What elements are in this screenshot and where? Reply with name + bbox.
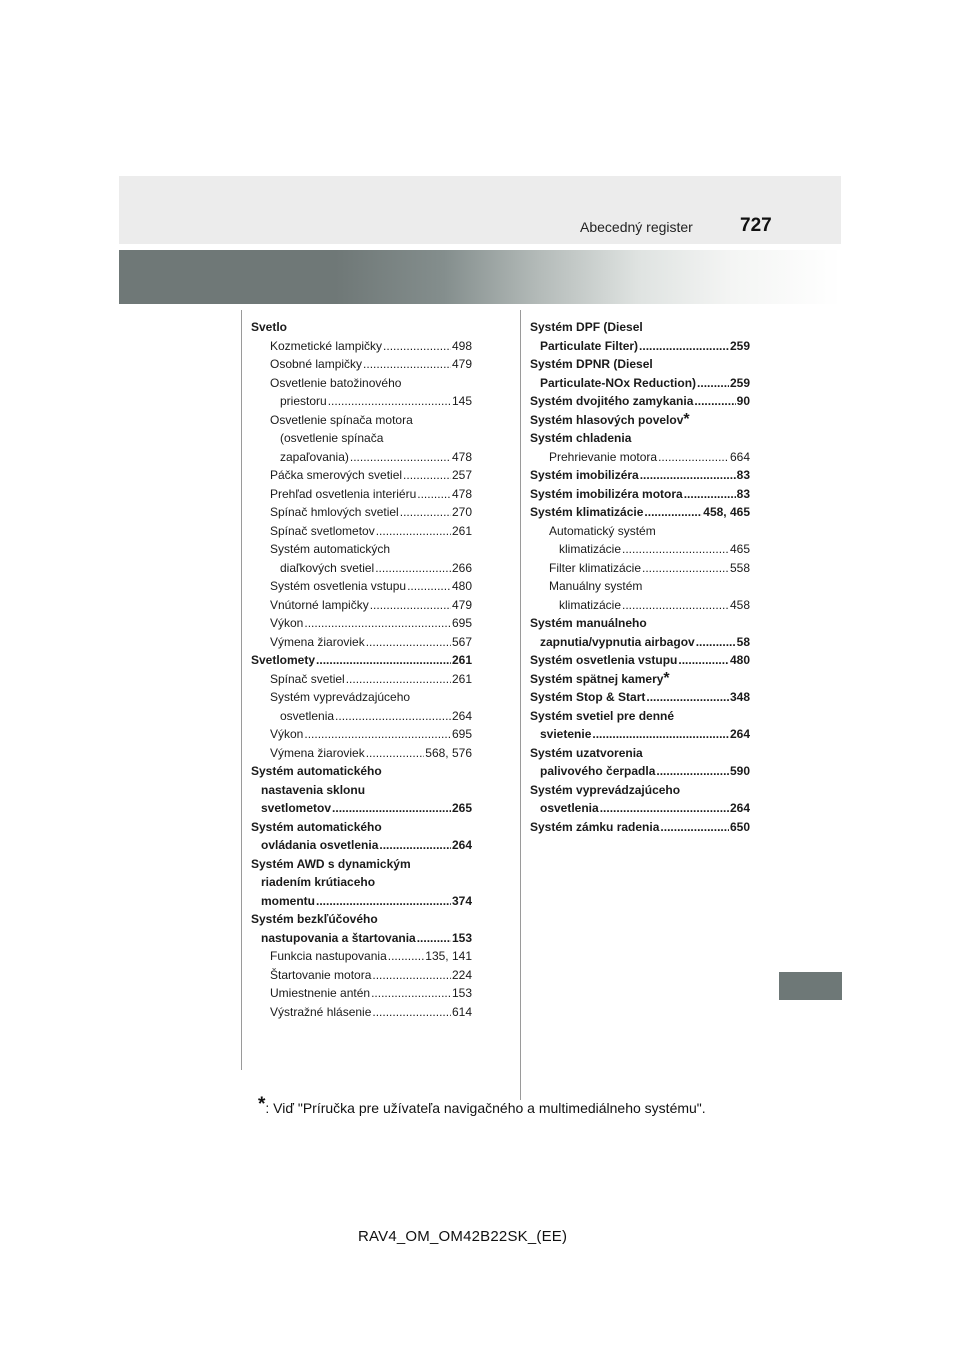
index-entry bbox=[251, 725, 472, 744]
dot-leader bbox=[678, 651, 729, 670]
index-entry-page: 261 bbox=[451, 523, 472, 538]
index-entry-page: 479 bbox=[451, 597, 472, 612]
dot-leader bbox=[304, 614, 451, 633]
dot-leader bbox=[407, 577, 451, 596]
index-entry bbox=[251, 744, 472, 763]
dot-leader bbox=[658, 448, 729, 467]
index-entry bbox=[530, 762, 750, 781]
index-entry: Systém hlasových povelov * bbox=[530, 410, 690, 428]
index-entry bbox=[251, 466, 472, 485]
index-entry-term: Prehrievanie motora bbox=[549, 449, 658, 464]
index-entry-page: 374 bbox=[451, 893, 472, 908]
index-entry-page: 270 bbox=[451, 505, 472, 519]
index-entry-term: Particulate Filter) bbox=[540, 338, 639, 353]
index-entry-term: Systém automatického bbox=[251, 819, 382, 834]
dot-leader bbox=[350, 448, 451, 467]
index-entry bbox=[251, 892, 472, 911]
index-entry-page: 266 bbox=[451, 560, 472, 575]
index-entry bbox=[251, 707, 472, 726]
index-entry bbox=[530, 337, 750, 356]
index-entry-term: svetlometov bbox=[261, 801, 332, 815]
dot-leader bbox=[646, 688, 729, 707]
index-entry-term: Funkcia nastupovania bbox=[270, 949, 387, 963]
index-entry bbox=[530, 799, 750, 818]
index-entry-term: Umiestnenie antén bbox=[270, 986, 371, 1000]
index-entry-term: Systém chladenia bbox=[530, 431, 632, 445]
index-entry-page: 261 bbox=[451, 653, 472, 667]
index-entry-page: 264 bbox=[729, 727, 750, 741]
index-entry bbox=[530, 744, 750, 763]
dot-leader bbox=[388, 947, 425, 966]
dot-leader bbox=[316, 651, 451, 670]
index-entry-term: svietenie bbox=[540, 727, 592, 741]
page-number: 727 bbox=[740, 215, 772, 236]
index-entry bbox=[251, 670, 472, 689]
dot-leader bbox=[332, 799, 451, 818]
index-entry bbox=[530, 651, 750, 670]
dot-leader bbox=[379, 836, 451, 855]
index-entry-term: Osobné lampičky bbox=[270, 357, 363, 371]
index-entry-term: Systém DPF (Diesel bbox=[530, 320, 643, 334]
dot-leader bbox=[370, 596, 451, 615]
index-entry-page: 90 bbox=[736, 394, 750, 408]
index-entry bbox=[251, 411, 472, 430]
dot-leader bbox=[328, 392, 451, 411]
index-entry-term: priestoru bbox=[280, 394, 327, 408]
index-entry-term: momentu bbox=[261, 893, 315, 908]
section-thumb-tab bbox=[779, 972, 842, 1000]
index-entry-term: ovládania osvetlenia bbox=[261, 838, 379, 852]
index-entry-page: 83 bbox=[736, 468, 750, 482]
index-entry-term: Systém AWD s dynamickým bbox=[251, 856, 411, 871]
index-entry bbox=[530, 688, 750, 707]
dot-leader bbox=[366, 633, 451, 652]
index-entry-page: 458 bbox=[729, 597, 750, 612]
index-entry-page: 568, 576 bbox=[425, 745, 472, 760]
index-entry bbox=[530, 448, 750, 467]
index-entry-page: 479 bbox=[451, 357, 472, 371]
index-entry-page: 498 bbox=[451, 338, 472, 353]
dot-leader bbox=[316, 892, 451, 911]
index-entry-term: Systém vyprevádzajúceho bbox=[270, 690, 411, 704]
dot-leader bbox=[600, 799, 729, 818]
index-entry-term: Svetlomety bbox=[251, 653, 316, 667]
index-entry-term: Spínač svetlometov bbox=[270, 523, 375, 538]
index-entry-term: Výkon bbox=[270, 616, 304, 630]
dot-leader bbox=[417, 929, 451, 948]
index-entry-term: diaľkových svetiel bbox=[280, 560, 375, 575]
index-entry bbox=[530, 577, 750, 596]
dot-leader bbox=[694, 392, 735, 411]
index-entry-term: Systém klimatizácie bbox=[530, 505, 644, 519]
header-gradient-bar bbox=[119, 250, 841, 304]
index-entry-term: (osvetlenie spínača bbox=[280, 431, 384, 445]
index-entry-term: Systém osvetlenia vstupu bbox=[530, 653, 678, 667]
index-entry-page: 224 bbox=[451, 967, 472, 982]
index-entry bbox=[251, 614, 472, 633]
index-entry bbox=[251, 503, 472, 522]
index-entry bbox=[530, 374, 750, 393]
index-entry-term: Svetlo bbox=[251, 320, 288, 334]
index-entry-page: 135, 141 bbox=[425, 949, 472, 963]
index-entry bbox=[251, 799, 472, 818]
index-entry bbox=[251, 947, 472, 966]
index-entry-term: Systém imobilizéra motora bbox=[530, 486, 683, 501]
index-entry bbox=[251, 818, 472, 837]
index-entry bbox=[251, 836, 472, 855]
index-entry-term: Systém uzatvorenia bbox=[530, 745, 643, 760]
index-entry-term: Systém spätnej kamery bbox=[530, 671, 664, 686]
index-entry bbox=[530, 503, 750, 522]
index-entry-term: riadením krútiaceho bbox=[261, 875, 376, 889]
index-entry bbox=[251, 929, 472, 948]
index-entry-term: Prehľad osvetlenia interiéru bbox=[270, 486, 417, 501]
dot-leader bbox=[304, 725, 451, 744]
index-entry bbox=[251, 762, 472, 781]
dot-leader bbox=[372, 1003, 451, 1022]
index-entry-term: Systém Stop & Start bbox=[530, 690, 646, 704]
index-entry bbox=[530, 429, 750, 448]
index-entry-term: Osvetlenie spínača motora bbox=[270, 412, 413, 427]
index-entry-term: nastupovania a štartovania bbox=[261, 930, 416, 945]
dot-leader bbox=[403, 466, 451, 485]
index-entry bbox=[251, 633, 472, 652]
footnote-mark: * bbox=[258, 1094, 266, 1115]
index-entry-term: klimatizácie bbox=[559, 597, 622, 612]
dot-leader bbox=[622, 540, 729, 559]
index-entry-term: Systém osvetlenia vstupu bbox=[270, 579, 407, 593]
index-entry bbox=[251, 781, 472, 800]
index-entry bbox=[251, 688, 472, 707]
index-entry-page: 465 bbox=[729, 542, 750, 556]
footnote-text: : Viď "Príručka pre užívateľa navigačného a multimediálneho systému". bbox=[265, 1100, 706, 1116]
index-entry-term: Systém automatických bbox=[270, 542, 391, 556]
dot-leader bbox=[644, 503, 702, 522]
index-entry-page: 257 bbox=[451, 468, 472, 482]
index-entry bbox=[251, 337, 472, 356]
index-entry-term: Výstražné hlásenie bbox=[270, 1004, 372, 1019]
index-entry-page: 264 bbox=[451, 708, 472, 723]
dot-leader bbox=[656, 762, 729, 781]
index-entry bbox=[251, 448, 472, 467]
index-entry bbox=[251, 355, 472, 374]
dot-leader bbox=[696, 633, 736, 652]
index-entry-term: osvetlenia bbox=[280, 708, 335, 723]
index-entry-page: 58 bbox=[736, 634, 750, 649]
index-entry-page: 480 bbox=[729, 653, 750, 667]
dot-leader bbox=[417, 485, 451, 504]
dot-leader bbox=[372, 966, 451, 985]
index-entry-term: Systém DPNR (Diesel bbox=[530, 357, 653, 371]
index-entry-term: Osvetlenie batožinového bbox=[270, 375, 402, 390]
index-entry-term: Automatický systém bbox=[549, 523, 656, 538]
index-entry-term: Systém hlasových povelov bbox=[530, 412, 684, 427]
index-entry-page: 259 bbox=[729, 375, 750, 390]
index-column-right bbox=[530, 318, 750, 836]
index-entry-page: 264 bbox=[729, 801, 750, 815]
index-entry bbox=[251, 540, 472, 559]
index-entry-term: Páčka smerových svetiel bbox=[270, 468, 403, 482]
index-entry bbox=[251, 429, 472, 448]
index-entry bbox=[530, 392, 750, 411]
index-entry-term: Výkon bbox=[270, 727, 304, 741]
index-entry-page: 259 bbox=[729, 338, 750, 353]
index-entry-term: Systém dvojitého zamykania bbox=[530, 394, 694, 408]
dot-leader bbox=[642, 559, 729, 578]
index-entry bbox=[530, 818, 750, 837]
index-entry-page: 153 bbox=[451, 930, 472, 945]
index-entry bbox=[251, 1003, 472, 1022]
index-entry-page: 695 bbox=[451, 616, 472, 630]
dot-leader bbox=[684, 485, 736, 504]
index-entry: Systém spätnej kamery * bbox=[530, 669, 670, 687]
index-entry-page: 664 bbox=[729, 449, 750, 464]
dot-leader bbox=[375, 559, 451, 578]
index-entry-page: 650 bbox=[729, 819, 750, 834]
index-entry bbox=[251, 855, 472, 874]
index-entry bbox=[530, 540, 750, 559]
dot-leader bbox=[366, 744, 425, 763]
index-entry bbox=[530, 633, 750, 652]
index-entry-term: Systém bezkľúčového bbox=[251, 912, 378, 926]
index-entry-page: 83 bbox=[736, 486, 750, 501]
index-entry-term: Particulate-NOx Reduction) bbox=[540, 375, 697, 390]
index-entry-page: 348 bbox=[729, 690, 750, 704]
index-entry bbox=[251, 596, 472, 615]
dot-leader bbox=[697, 374, 729, 393]
index-entry-term: Spínač svetiel bbox=[270, 671, 345, 686]
index-entry bbox=[251, 392, 472, 411]
index-entry bbox=[530, 318, 750, 337]
dot-leader bbox=[660, 818, 729, 837]
dot-leader bbox=[335, 707, 451, 726]
index-entry-term: Filter klimatizácie bbox=[549, 560, 642, 575]
index-entry bbox=[530, 466, 750, 485]
dot-leader bbox=[383, 337, 451, 356]
index-entry-term: Výmena žiaroviek bbox=[270, 634, 365, 649]
index-entry-term: Spínač hmlových svetiel bbox=[270, 505, 399, 519]
footnote bbox=[258, 1094, 706, 1116]
index-entry-term: Systém zámku radenia bbox=[530, 819, 660, 834]
index-entry bbox=[530, 781, 750, 800]
dot-leader bbox=[376, 522, 451, 541]
index-entry bbox=[530, 485, 750, 504]
dot-leader bbox=[346, 670, 451, 689]
index-entry-page: 480 bbox=[451, 579, 472, 593]
index-entry-page: 695 bbox=[451, 727, 472, 741]
index-entry bbox=[251, 318, 472, 337]
index-entry bbox=[251, 910, 472, 929]
index-entry bbox=[251, 485, 472, 504]
index-entry bbox=[251, 559, 472, 578]
index-entry-term: Kozmetické lampičky bbox=[270, 338, 383, 353]
index-entry-term: palivového čerpadla bbox=[540, 764, 656, 778]
document-code: RAV4_OM_OM42B22SK_(EE) bbox=[358, 1228, 568, 1245]
index-entry-page: 265 bbox=[451, 801, 472, 815]
dot-leader bbox=[592, 725, 729, 744]
section-title: Abecedný register bbox=[580, 219, 693, 235]
dot-leader bbox=[640, 466, 736, 485]
dot-leader bbox=[639, 337, 729, 356]
index-entry bbox=[530, 596, 750, 615]
index-entry-page: 153 bbox=[451, 986, 472, 1000]
index-entry-term: Štartovanie motora bbox=[270, 967, 372, 982]
index-entry bbox=[530, 707, 750, 726]
index-entry-page: 590 bbox=[729, 764, 750, 778]
index-entry bbox=[251, 984, 472, 1003]
index-entry-page: 478 bbox=[451, 486, 472, 501]
index-entry bbox=[251, 522, 472, 541]
index-entry-term: Systém vyprevádzajúceho bbox=[530, 782, 681, 797]
dot-leader bbox=[363, 355, 451, 374]
index-entry-term: zapnutia/vypnutia airbagov bbox=[540, 634, 695, 649]
dot-leader bbox=[400, 503, 451, 522]
index-entry-page: 478 bbox=[451, 449, 472, 464]
dot-leader bbox=[371, 984, 451, 1003]
index-entry-page: 261 bbox=[451, 671, 472, 686]
index-entry bbox=[251, 577, 472, 596]
index-entry-term: zapaľovania) bbox=[280, 449, 349, 464]
index-column-left bbox=[251, 318, 472, 1021]
index-entry bbox=[251, 966, 472, 985]
index-entry-term: nastavenia sklonu bbox=[261, 782, 366, 797]
index-entry bbox=[530, 725, 750, 744]
header-band bbox=[119, 176, 841, 244]
column-divider-middle bbox=[520, 310, 521, 1100]
index-entry bbox=[530, 559, 750, 578]
index-entry-page: 264 bbox=[451, 838, 472, 852]
index-entry bbox=[251, 873, 472, 892]
index-entry-page: 567 bbox=[451, 634, 472, 649]
index-entry-term: osvetlenia bbox=[540, 801, 599, 815]
index-entry-page: 614 bbox=[451, 1004, 472, 1019]
index-entry-term: klimatizácie bbox=[559, 542, 622, 556]
index-entry-term: Vnútorné lampičky bbox=[270, 597, 369, 612]
index-entry bbox=[530, 614, 750, 633]
index-entry-page: 145 bbox=[451, 394, 472, 408]
index-entry bbox=[251, 651, 472, 670]
index-entry-term: Systém manuálneho bbox=[530, 616, 647, 630]
index-entry-page: 458, 465 bbox=[703, 505, 750, 519]
index-entry-term: Systém svetiel pre denné bbox=[530, 708, 675, 723]
index-entry bbox=[530, 522, 750, 541]
index-entry-term: Systém automatického bbox=[251, 764, 382, 778]
index-entry-term: Systém imobilizéra bbox=[530, 468, 639, 482]
index-entry-page: 558 bbox=[729, 560, 750, 575]
index-entry-term: Manuálny systém bbox=[549, 579, 643, 593]
column-divider-left bbox=[241, 310, 242, 1070]
index-entry-term: Výmena žiaroviek bbox=[270, 745, 365, 760]
dot-leader bbox=[622, 596, 729, 615]
index-entry bbox=[251, 374, 472, 393]
index-entry bbox=[530, 355, 750, 374]
